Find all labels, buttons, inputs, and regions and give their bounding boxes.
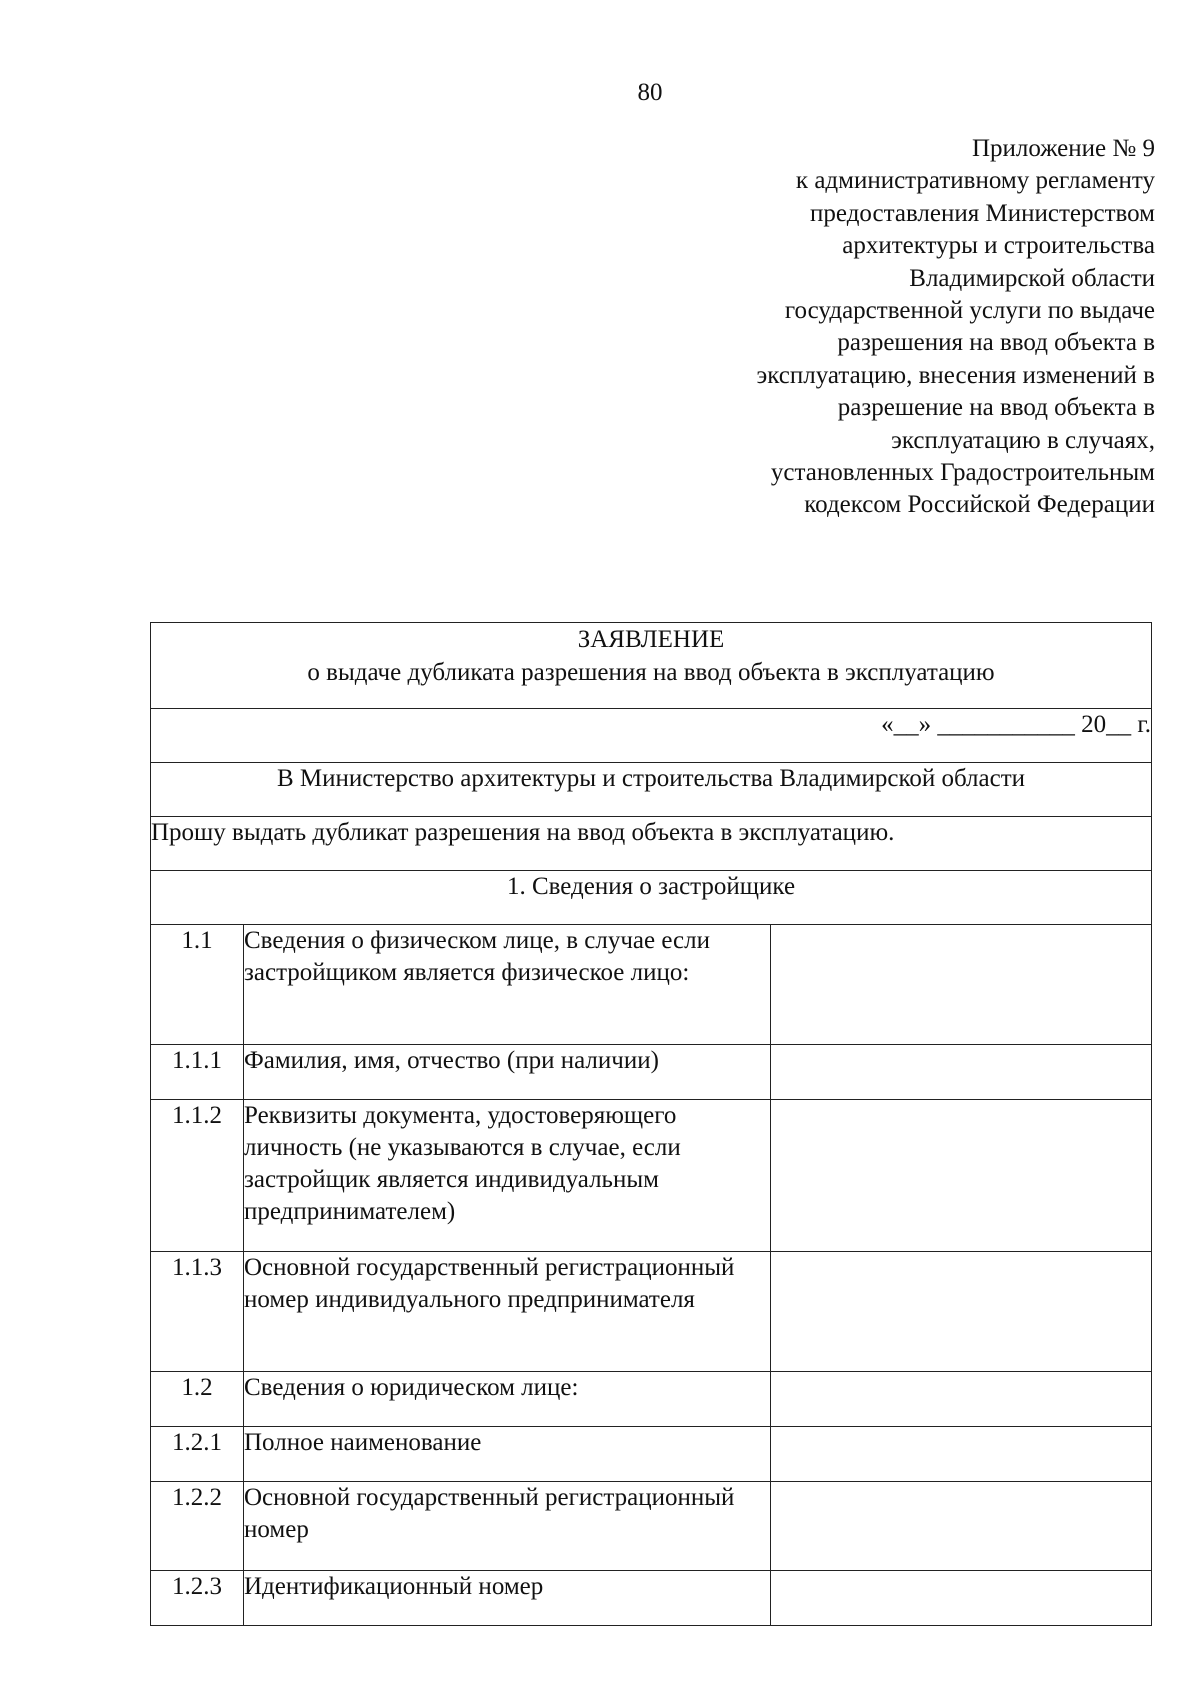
table-row (151, 1427, 1152, 1482)
row-label: Реквизиты документа, удостоверяющего личность (не указываются в случае, если застройщик является индивидуальным предпринимателем) (244, 1100, 771, 1252)
row-value-field[interactable] (771, 1252, 1152, 1372)
table-row (151, 1045, 1152, 1100)
page-number: 80 (637, 79, 663, 106)
appendix-line: архитектуры и строительства (842, 232, 1155, 260)
appendix-line: предоставления Министерством (810, 199, 1155, 227)
row-label: Полное наименование (244, 1427, 771, 1482)
application-form-table (150, 622, 1152, 1626)
table-row (151, 1252, 1152, 1372)
request-row (151, 817, 1152, 871)
row-number: 1.1.3 (151, 1252, 244, 1372)
row-label: Сведения о юридическом лице: (244, 1372, 771, 1427)
form-title-row (151, 623, 1152, 709)
table-row (151, 1372, 1152, 1427)
row-number: 1.1 (151, 925, 244, 1045)
appendix-line: Приложение № 9 (971, 135, 1155, 162)
request-text: Прошу выдать дубликат разрешения на ввод объекта в эксплуатацию. (151, 817, 1152, 871)
appendix-header (595, 133, 1155, 522)
table-row (151, 1482, 1152, 1571)
row-value-field[interactable] (771, 1427, 1152, 1482)
row-number: 1.1.2 (151, 1100, 244, 1252)
table-row (151, 925, 1152, 1045)
form-title-cell (151, 623, 1152, 709)
appendix-line: эксплуатацию, внесения изменений в (756, 361, 1155, 389)
date-field[interactable]: «__» ___________ 20__ г. (151, 709, 1152, 763)
row-label: Основной государственный регистрационный номер (244, 1482, 771, 1571)
form-subtitle: о выдаче дубликата разрешения на ввод объекта в эксплуатацию (307, 659, 995, 686)
table-row (151, 1100, 1152, 1252)
appendix-line: Владимирской области (909, 264, 1155, 292)
section-header-row (151, 871, 1152, 925)
form-title: ЗАЯВЛЕНИЕ (577, 626, 725, 653)
row-label: Фамилия, имя, отчество (при наличии) (244, 1045, 771, 1100)
appendix-line: государственной услуги по выдаче (784, 297, 1155, 325)
row-value-field[interactable] (771, 925, 1152, 1045)
row-number: 1.2.3 (151, 1571, 244, 1626)
appendix-line: кодексом Российской Федерации (804, 491, 1155, 519)
appendix-line: к административному регламенту (795, 167, 1155, 195)
appendix-line: эксплуатацию в случаях, (891, 426, 1155, 454)
row-value-field[interactable] (771, 1372, 1152, 1427)
appendix-line: установленных Градостроительным (770, 459, 1155, 487)
row-number: 1.1.1 (151, 1045, 244, 1100)
appendix-line: разрешения на ввод объекта в (837, 329, 1155, 357)
addressee: В Министерство архитектуры и строительства Владимирской области (151, 763, 1152, 817)
row-number: 1.2.2 (151, 1482, 244, 1571)
row-value-field[interactable] (771, 1571, 1152, 1626)
row-value-field[interactable] (771, 1100, 1152, 1252)
appendix-line: разрешение на ввод объекта в (837, 394, 1155, 422)
row-value-field[interactable] (771, 1482, 1152, 1571)
row-number: 1.2 (151, 1372, 244, 1427)
date-row (151, 709, 1152, 763)
row-label: Сведения о физическом лице, в случае если застройщиком является физическое лицо: (244, 925, 771, 1045)
addressee-row (151, 763, 1152, 817)
row-label: Основной государственный регистрационный номер индивидуального предпринимателя (244, 1252, 771, 1372)
row-label: Идентификационный номер (244, 1571, 771, 1626)
row-number: 1.2.1 (151, 1427, 244, 1482)
section-1-title: 1. Сведения о застройщике (151, 871, 1152, 925)
table-row (151, 1571, 1152, 1626)
row-value-field[interactable] (771, 1045, 1152, 1100)
